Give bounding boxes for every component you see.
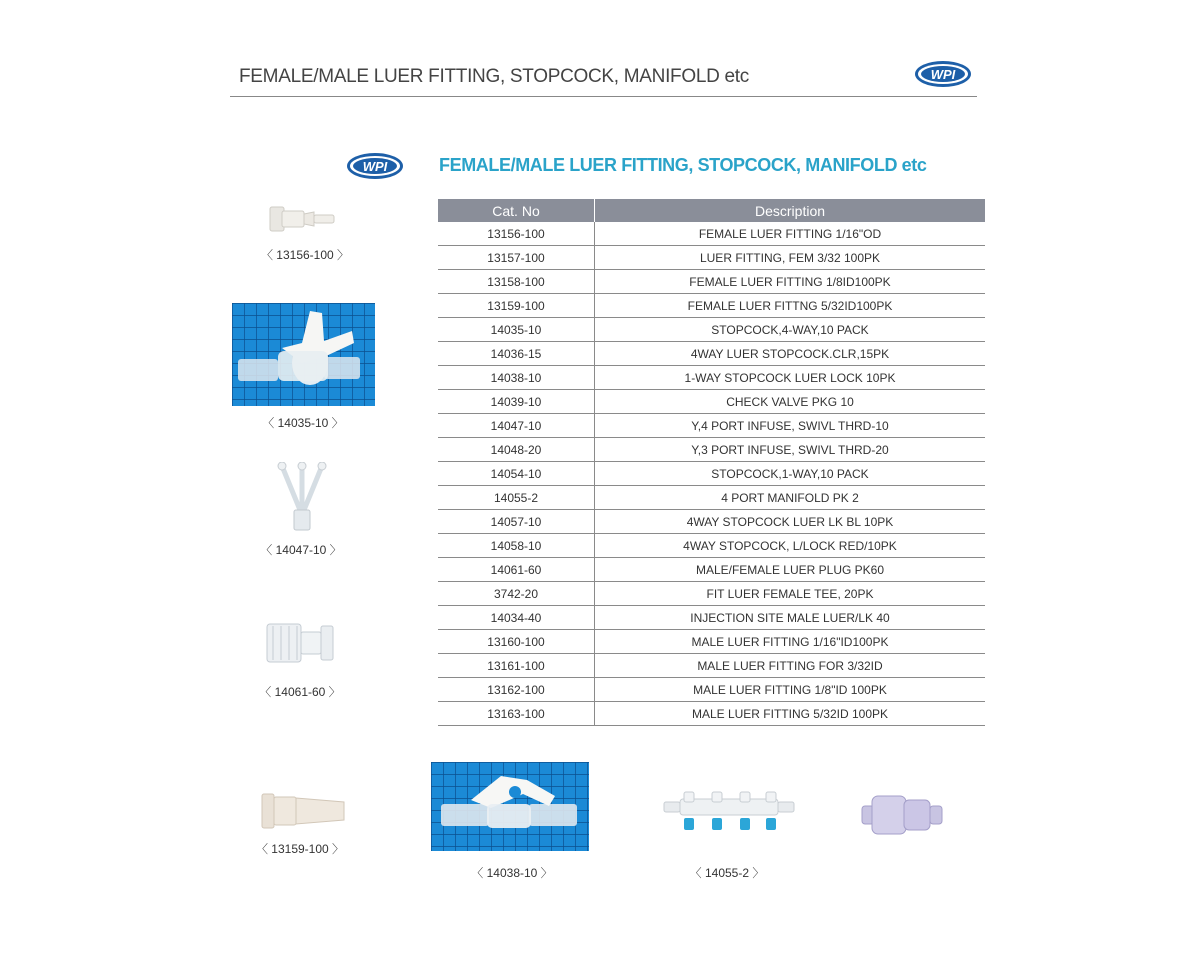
cat-no-cell: 14038-10 [438, 366, 595, 390]
description-cell: FIT LUER FEMALE TEE, 20PK [595, 582, 986, 606]
product-image-14061-60 [263, 618, 337, 668]
table-row [438, 270, 985, 294]
caption-14055-2: 〈 14055-2 〉 [689, 866, 765, 880]
catalog-table [438, 199, 985, 726]
description-cell: STOPCOCK,4-WAY,10 PACK [595, 318, 986, 342]
caption-13156-100: 〈 13156-100 〉 [260, 248, 350, 262]
table-row [438, 678, 985, 702]
table-row [438, 390, 985, 414]
caption-14038-10: 〈 14038-10 〉 [471, 866, 553, 880]
wpi-logo-icon [914, 60, 972, 88]
page-title: FEMALE/MALE LUER FITTING, STOPCOCK, MANIFOLD etc [239, 66, 749, 87]
caption-14035-10: 〈 14035-10 〉 [262, 416, 344, 430]
caption-14061-60: 〈 14061-60 〉 [259, 685, 341, 699]
table-row [438, 414, 985, 438]
description-cell: MALE LUER FITTING 1/8"ID 100PK [595, 678, 986, 702]
cat-no-cell: 13156-100 [438, 222, 595, 246]
cat-no-cell: 14054-10 [438, 462, 595, 486]
table-row [438, 246, 985, 270]
section-title: FEMALE/MALE LUER FITTING, STOPCOCK, MANIFOLD etc [439, 155, 927, 175]
table-row [438, 438, 985, 462]
caption-14047-10: 〈 14047-10 〉 [260, 543, 342, 557]
table-row [438, 222, 985, 246]
cat-no-cell: 14061-60 [438, 558, 595, 582]
description-cell: 1-WAY STOPCOCK LUER LOCK 10PK [595, 366, 986, 390]
header-logo-text: WPI [930, 67, 956, 82]
product-image-13159-100 [258, 790, 350, 832]
cat-no-cell: 13161-100 [438, 654, 595, 678]
cat-no-cell: 13157-100 [438, 246, 595, 270]
cat-no-cell: 14039-10 [438, 390, 595, 414]
product-image-13156-100 [268, 203, 338, 235]
cat-no-cell: 14048-20 [438, 438, 595, 462]
cat-no-cell: 14058-10 [438, 534, 595, 558]
description-cell: FEMALE LUER FITTING 1/8ID100PK [595, 270, 986, 294]
description-cell: INJECTION SITE MALE LUER/LK 40 [595, 606, 986, 630]
cat-no-cell: 14034-40 [438, 606, 595, 630]
product-image-14047-10 [272, 462, 332, 532]
description-cell: MALE LUER FITTING 1/16"ID100PK [595, 630, 986, 654]
cat-no-cell: 14035-10 [438, 318, 595, 342]
cat-no-cell: 14047-10 [438, 414, 595, 438]
description-cell: 4WAY STOPCOCK LUER LK BL 10PK [595, 510, 986, 534]
caption-13159-100: 〈 13159-100 〉 [255, 842, 345, 856]
description-cell: 4WAY STOPCOCK, L/LOCK RED/10PK [595, 534, 986, 558]
table-row [438, 342, 985, 366]
product-image-14055-2 [662, 790, 798, 834]
description-cell: MALE LUER FITTING 5/32ID 100PK [595, 702, 986, 726]
description-cell: FEMALE LUER FITTNG 5/32ID100PK [595, 294, 986, 318]
description-cell: FEMALE LUER FITTING 1/16"OD [595, 222, 986, 246]
table-row [438, 582, 985, 606]
description-cell: MALE LUER FITTING FOR 3/32ID [595, 654, 986, 678]
table-row [438, 630, 985, 654]
table-row [438, 510, 985, 534]
cat-no-cell: 13163-100 [438, 702, 595, 726]
cat-no-cell: 13162-100 [438, 678, 595, 702]
cat-no-cell: 14036-15 [438, 342, 595, 366]
description-cell: Y,3 PORT INFUSE, SWIVL THRD-20 [595, 438, 986, 462]
section-logo-text: WPI [362, 159, 388, 174]
table-row [438, 366, 985, 390]
cat-no-cell: 13160-100 [438, 630, 595, 654]
product-image-check-valve [860, 790, 946, 840]
description-cell: Y,4 PORT INFUSE, SWIVL THRD-10 [595, 414, 986, 438]
description-cell: STOPCOCK,1-WAY,10 PACK [595, 462, 986, 486]
table-row [438, 558, 985, 582]
description-cell: LUER FITTING, FEM 3/32 100PK [595, 246, 986, 270]
table-row [438, 654, 985, 678]
table-row [438, 534, 985, 558]
cat-no-cell: 13158-100 [438, 270, 595, 294]
table-row [438, 606, 985, 630]
table-row [438, 462, 985, 486]
table-header-row [438, 199, 985, 222]
header-divider [230, 96, 977, 97]
description-cell: MALE/FEMALE LUER PLUG PK60 [595, 558, 986, 582]
table-row [438, 318, 985, 342]
table-row [438, 486, 985, 510]
description-cell: CHECK VALVE PKG 10 [595, 390, 986, 414]
description-cell: 4 PORT MANIFOLD PK 2 [595, 486, 986, 510]
product-image-14038-10 [431, 762, 589, 851]
cat-no-cell: 14057-10 [438, 510, 595, 534]
table-row [438, 702, 985, 726]
cat-no-cell: 3742-20 [438, 582, 595, 606]
cat-no-cell: 13159-100 [438, 294, 595, 318]
wpi-logo-icon [346, 152, 404, 180]
description-cell: 4WAY LUER STOPCOCK.CLR,15PK [595, 342, 986, 366]
product-image-14035-10 [232, 303, 375, 406]
column-header-description: Description [595, 199, 986, 222]
table-row [438, 294, 985, 318]
column-header-cat-no: Cat. No [438, 199, 595, 222]
cat-no-cell: 14055-2 [438, 486, 595, 510]
